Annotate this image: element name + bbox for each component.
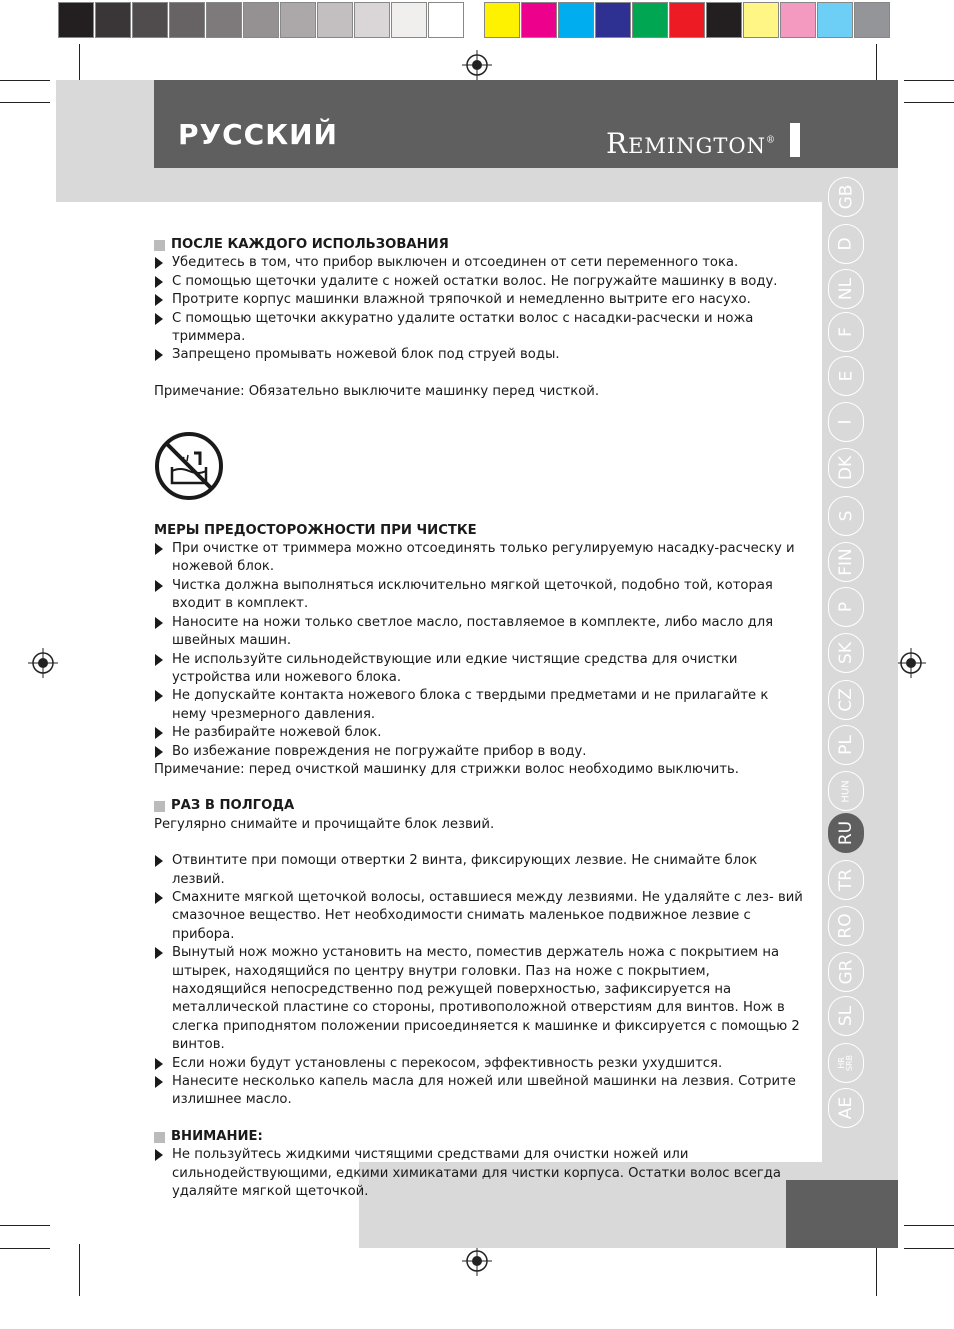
language-tab-s[interactable]: S	[828, 496, 864, 536]
list-item: Смахните мягкой щеточкой волосы, оставшиеся между лезвиями. Не удаляйте с лез- вий смазочное вещество. Нет необходимости снимать маленькое подвижное лезвие с прибора.	[154, 889, 804, 944]
section-heading-half-year: РАЗ В ПОЛГОДА	[154, 797, 804, 815]
language-tab-d[interactable]: D	[828, 224, 864, 264]
crop-mark	[876, 1244, 877, 1296]
section-heading-precautions: МЕРЫ ПРЕДОСТОРОЖНОСТИ ПРИ ЧИСТКЕ	[154, 522, 477, 538]
color-swatch	[521, 2, 557, 38]
color-swatch	[854, 2, 890, 38]
list-item: Убедитесь в том, что прибор выключен и отсоединен от сети переменного тока.	[154, 254, 804, 272]
color-swatch	[669, 2, 705, 38]
color-swatch	[595, 2, 631, 38]
color-swatch	[632, 2, 668, 38]
note-precautions: Примечание: перед очисткой машинку для стрижки волос необходимо выключить.	[154, 761, 740, 777]
language-tab-i[interactable]: I	[828, 402, 864, 442]
crop-mark	[904, 102, 954, 103]
color-swatch	[428, 2, 464, 38]
language-tab-sk[interactable]: SK	[828, 633, 864, 673]
brand-logo	[606, 127, 776, 160]
crop-mark	[904, 1248, 954, 1249]
color-swatch	[58, 2, 94, 38]
brand-mark: ®	[765, 135, 776, 146]
crop-mark	[79, 1244, 80, 1296]
list-item: Во избежание повреждения не погружайте прибор в воду.	[154, 743, 804, 761]
brand-initial: R	[606, 127, 629, 160]
registration-target-icon	[896, 648, 926, 678]
precautions-list	[154, 540, 804, 761]
color-swatch	[280, 2, 316, 38]
language-tab-f[interactable]: F	[828, 312, 864, 352]
heading-square-icon	[154, 1132, 165, 1143]
color-calibration-strip	[484, 2, 891, 38]
list-item: Отвинтите при помощи отвертки 2 винта, фиксирующих лезвие. Не снимайте блок лезвий.	[154, 852, 804, 889]
registration-target-icon	[462, 50, 492, 80]
list-item: Нанесите несколько капель масла для ножей или швейной машинки на лезвия. Сотрите излишнее масло.	[154, 1073, 804, 1110]
language-tab-pl[interactable]: PL	[828, 725, 864, 765]
language-tab-hr-srb[interactable]: HR SRB	[828, 1043, 864, 1083]
language-tab-fin[interactable]: FIN	[828, 542, 864, 582]
list-item: С помощью щеточки аккуратно удалите остатки волос с насадки-расчески и ножа триммера.	[154, 310, 804, 347]
color-swatch	[484, 2, 520, 38]
color-swatch	[317, 2, 353, 38]
page-title: РУССКИЙ	[178, 118, 338, 151]
heading-square-icon	[154, 240, 165, 251]
list-item: Запрещено промывать ножевой блок под струей воды.	[154, 346, 804, 364]
list-item: Вынутый нож можно установить на место, поместив держатель ножа с покрытием на штырек, находящийся по центру внутри головки. Паз на ноже с покрытием, находящийся непосредственно под режущей поверхностью, зафиксируется на металлической пластине со стороны, противоположной отверстиям для винтов. Нож в слегка приподнятом положении присоединяется к машинке и фиксируется с помощью 2 винтов.	[154, 944, 804, 1054]
language-tab-dk[interactable]: DK	[828, 448, 864, 488]
color-swatch	[243, 2, 279, 38]
crop-mark	[0, 80, 50, 81]
list-item: При очистке от триммера можно отсоединять только регулируемую насадку-расческу и ножевой блок.	[154, 540, 804, 577]
list-item: С помощью щеточки удалите с ножей остатки волос. Не погружайте машинку в воду.	[154, 273, 804, 291]
crop-mark	[904, 80, 954, 81]
language-tab-cz[interactable]: CZ	[828, 680, 864, 720]
list-item: Не используйте сильнодействующие или едкие чистящие средства для очистки устройства или ножевого блока.	[154, 651, 804, 688]
list-item: Не разбирайте ножевой блок.	[154, 724, 804, 742]
color-swatch	[706, 2, 742, 38]
list-item: Протрите корпус машинки влажной тряпочкой и немедленно вытрите его насухо.	[154, 291, 804, 309]
section-heading-after-use: ПОСЛЕ КАЖДОГО ИСПОЛЬЗОВАНИЯ	[154, 236, 804, 254]
color-swatch	[817, 2, 853, 38]
list-item: Наносите на ножи только светлое масло, поставляемое в комплекте, либо масло для швейных машин.	[154, 614, 804, 651]
language-tab-e[interactable]: E	[828, 356, 864, 396]
crop-mark	[904, 1225, 954, 1226]
registration-target-icon	[28, 648, 58, 678]
manual-content	[154, 236, 804, 1201]
color-swatch	[206, 2, 242, 38]
after-use-list	[154, 254, 804, 364]
language-tab-sl[interactable]: SL	[828, 996, 864, 1036]
list-item: Чистка должна выполняться исключительно мягкой щеточкой, подобно той, которая входит в комплект.	[154, 577, 804, 614]
crop-mark	[0, 1248, 50, 1249]
language-tab-gb[interactable]: GB	[828, 177, 864, 217]
color-swatch	[169, 2, 205, 38]
brand-rest: EMINGTON	[628, 134, 766, 158]
registration-target-icon	[462, 1246, 492, 1276]
heading-square-icon	[154, 801, 165, 812]
list-item: Не пользуйтесь жидкими чистящими средствами для очистки ножей или сильнодействующими, едкими химикатами для чистки корпуса. Остатки волос всегда удаляйте мягкой щеточкой.	[154, 1146, 804, 1201]
color-swatch	[743, 2, 779, 38]
no-water-immersion-icon	[154, 431, 224, 501]
crop-mark	[0, 102, 50, 103]
brand-bar	[790, 123, 800, 157]
color-swatch	[95, 2, 131, 38]
language-tab-gr[interactable]: GR	[828, 952, 864, 992]
language-tab-ru[interactable]: RU	[828, 813, 864, 853]
half-year-list	[154, 852, 804, 1110]
color-swatch	[558, 2, 594, 38]
section-heading-warning: ВНИМАНИЕ:	[154, 1128, 804, 1146]
color-swatch	[132, 2, 168, 38]
crop-mark	[0, 1225, 50, 1226]
language-tab-hun[interactable]: HUN	[828, 771, 864, 811]
list-item: Если ножи будут установлены с перекосом, эффективность резки ухудшится.	[154, 1055, 804, 1073]
list-item: Не допускайте контакта ножевого блока с твердыми предметами и не прилагайте к нему чрезмерного давления.	[154, 687, 804, 724]
language-tab-ae[interactable]: AE	[828, 1088, 864, 1128]
language-tab-tr[interactable]: TR	[828, 860, 864, 900]
language-tab-p[interactable]: P	[828, 587, 864, 627]
color-swatch	[354, 2, 390, 38]
color-swatch	[780, 2, 816, 38]
color-swatch	[391, 2, 427, 38]
warning-list	[154, 1146, 804, 1201]
half-year-intro: Регулярно снимайте и прочищайте блок лезвий.	[154, 816, 495, 832]
gray-calibration-strip	[58, 2, 465, 38]
note-after-use: Примечание: Обязательно выключите машинку перед чисткой.	[154, 383, 600, 399]
language-tab-ro[interactable]: RO	[828, 906, 864, 946]
language-tab-nl[interactable]: NL	[828, 269, 864, 309]
